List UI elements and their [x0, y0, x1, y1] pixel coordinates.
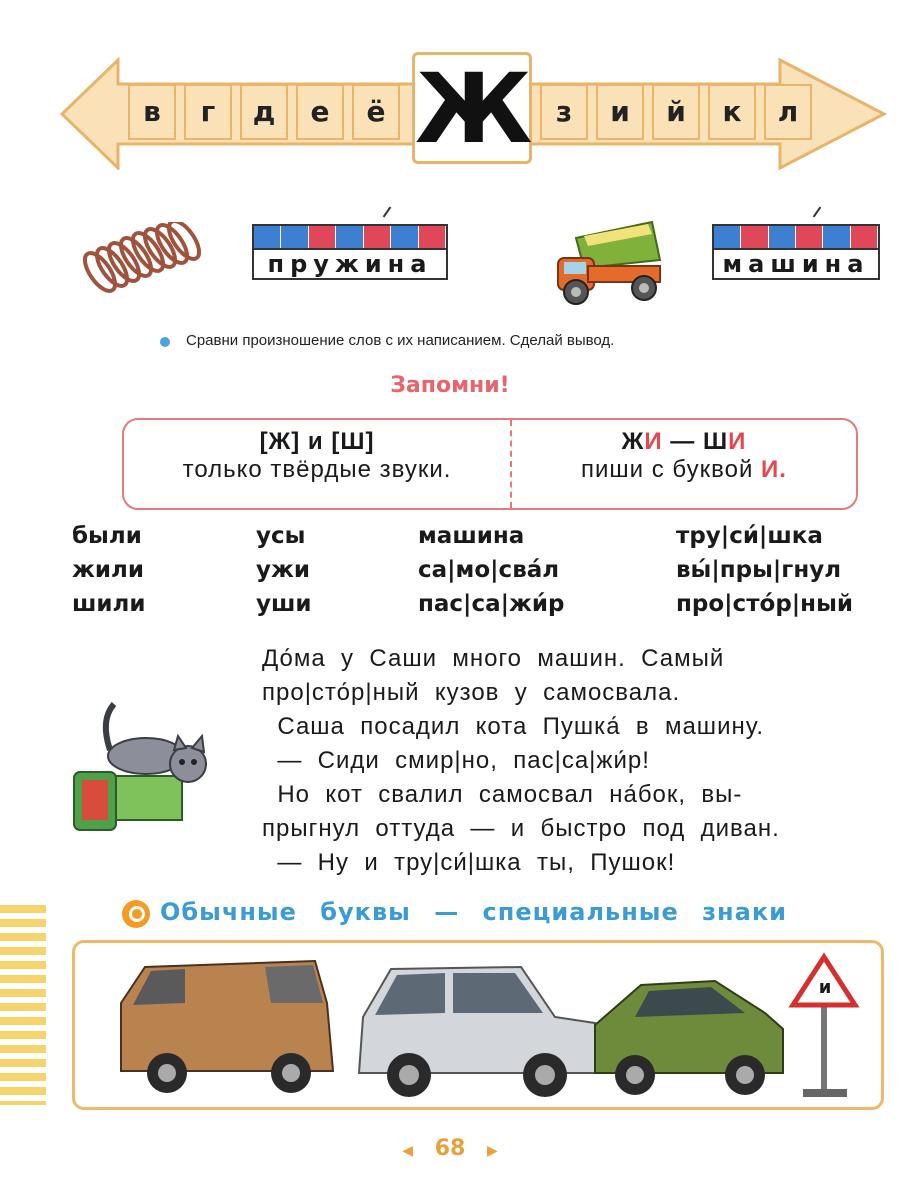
- word-item: про|сто́р|ный: [676, 591, 853, 617]
- sound-bar: [769, 226, 796, 248]
- sound-bar: [741, 226, 768, 248]
- word-item: вы́|пры|гнул: [676, 557, 842, 583]
- dump-truck-image: [548, 208, 668, 308]
- letter-i-red: И.: [761, 456, 787, 483]
- letter-zh: Ж: [621, 428, 645, 455]
- sound-bar: [796, 226, 823, 248]
- rule-left-line2: только твёрдые звуки.: [182, 456, 452, 483]
- alphabet-letter: к: [708, 84, 756, 140]
- cat-image: [70, 700, 220, 840]
- story-line: прыгнул оттуда — и быстро под диван.: [262, 815, 780, 842]
- story-line: До́ма у Саши много машин. Самый: [262, 645, 725, 672]
- word-item: тру|си́|шка: [676, 523, 823, 549]
- sound-bar: [851, 226, 878, 248]
- sound-bar: [714, 226, 741, 248]
- scheme-word: пружина: [252, 248, 448, 280]
- alphabet-letter: в: [128, 84, 176, 140]
- letter-i-red: И: [728, 428, 747, 455]
- instruction-text: Сравни произношение слов с их написанием. Сделай вывод.: [186, 332, 615, 349]
- word-scheme-pruzhina: [252, 224, 448, 280]
- sound-bar: [823, 226, 850, 248]
- decorative-stripes: [0, 905, 46, 1105]
- road-sign-letter: и: [818, 977, 832, 998]
- search-icon: [122, 900, 150, 928]
- letter-i-red: И: [644, 428, 663, 455]
- spring-image: [82, 222, 212, 302]
- cars-image: [75, 943, 881, 1107]
- alphabet-letter: л: [764, 84, 812, 140]
- sound-bar: [419, 226, 446, 248]
- prev-page-icon[interactable]: ◀: [402, 1143, 414, 1159]
- story-text: [262, 642, 882, 880]
- dash: —: [662, 428, 703, 455]
- rule-text: пиши с буквой: [581, 456, 762, 483]
- page-number-nav: [0, 1136, 900, 1161]
- word-column-1: [72, 519, 146, 621]
- rule-left: [124, 428, 510, 484]
- scheme-word: машина: [712, 248, 880, 280]
- stress-mark: [383, 207, 392, 218]
- sound-bar: [254, 226, 281, 248]
- sound-bar: [336, 226, 363, 248]
- page-number: 68: [434, 1136, 466, 1161]
- alphabet-letter: е: [296, 84, 344, 140]
- sound-bar: [281, 226, 308, 248]
- word-item: жили: [72, 557, 144, 583]
- sound-scheme-bars: [712, 224, 880, 248]
- cars-illustration: [72, 940, 884, 1110]
- story-line: Но кот свалил самосвал на́бок, вы-: [262, 781, 743, 808]
- sound-bar: [364, 226, 391, 248]
- word-item: ужи: [256, 557, 310, 583]
- story-line: — Сиди смир|но, пас|са|жи́р!: [262, 747, 650, 774]
- word-column-3: [418, 519, 564, 621]
- word-item: шили: [72, 591, 146, 617]
- alphabet-letter: д: [240, 84, 288, 140]
- rule-right: [512, 428, 856, 484]
- bullet-icon: [160, 337, 170, 347]
- alphabet-letter: й: [652, 84, 700, 140]
- letter-sh: Ш: [702, 428, 729, 455]
- alphabet-letter: з: [540, 84, 588, 140]
- rule-right-line2: [512, 456, 856, 484]
- stress-mark: [813, 207, 822, 218]
- section-title: Обычные буквы — специальные знаки: [160, 898, 787, 926]
- word-item: машина: [418, 523, 525, 549]
- word-item: пас|са|жи́р: [418, 591, 565, 617]
- sound-bar: [391, 226, 418, 248]
- main-letter: Ж: [412, 52, 532, 164]
- word-item: са|мо|сва́л: [418, 557, 560, 583]
- alphabet-letter: ё: [352, 84, 400, 140]
- sound-bar: [309, 226, 336, 248]
- sound-scheme-bars: [252, 224, 448, 248]
- alphabet-letter: и: [596, 84, 644, 140]
- story-line: Саша посадил кота Пушка́ в машину.: [262, 713, 764, 740]
- story-line: — Ну и тру|си́|шка ты, Пушок!: [262, 849, 676, 876]
- alphabet-letter: г: [184, 84, 232, 140]
- story-line: про|сто́р|ный кузов у самосвала.: [262, 679, 681, 706]
- remember-title: Запомни!: [390, 373, 510, 398]
- word-item: усы: [256, 523, 306, 549]
- word-item: были: [72, 523, 142, 549]
- word-scheme-mashina: [712, 224, 880, 280]
- word-column-2: [256, 519, 312, 621]
- rule-left-line1: [Ж] и [Ш]: [259, 428, 375, 455]
- next-page-icon[interactable]: ▶: [486, 1143, 498, 1159]
- rule-right-line1: [512, 428, 856, 456]
- word-column-4: [676, 519, 853, 621]
- word-item: уши: [256, 591, 312, 617]
- rule-box: [122, 418, 858, 510]
